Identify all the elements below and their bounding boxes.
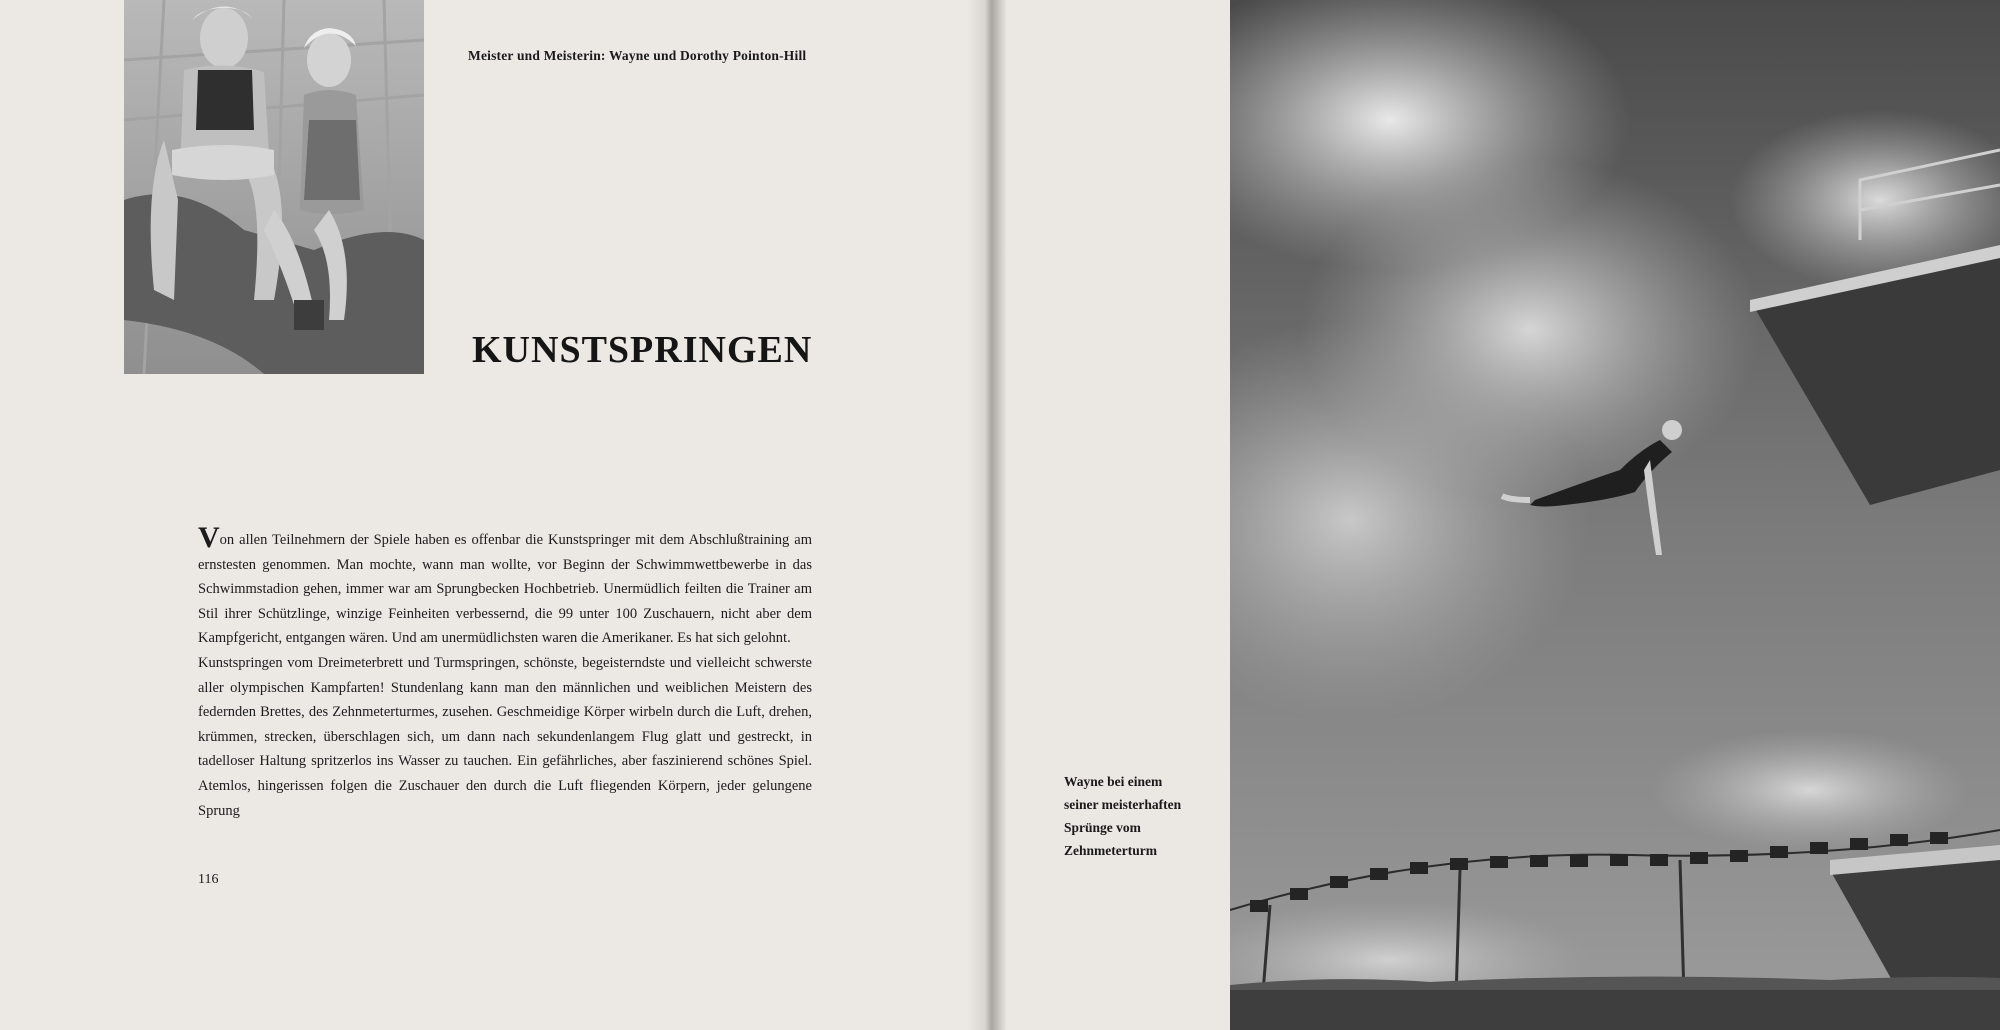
page-title: KUNSTSPRINGEN <box>472 329 813 371</box>
caption-line: Sprünge vom <box>1064 820 1141 835</box>
diver-photo <box>1230 0 2000 1030</box>
paragraph-2: Kunstspringen vom Dreimeterbrett und Turmspringen, schönste, begeisterndste und vielleicht schwerste aller olympischen Kampfarten! Stundenlang kann man den männlichen und weiblichen Meistern des federnden Brettes, des Zehnmeterturmes, zusehen. Geschmeidige Körper wirbeln durch die Luft, drehen, krümmen, strecken, überschlagen sich, um dann nach sekundenlangem Flug glatt und gestreckt, in tadelloser Haltung spritzerlos ins Wasser zu tauchen. Ein gefährliches, aber faszinierend schönes Spiel. Atemlos, hingerissen folgen die Zuschauer den durch die Luft fliegenden Körpern, jeder gelungene Sprung <box>198 654 812 819</box>
couple-photo <box>124 0 424 374</box>
photo-caption: Meister und Meisterin: Wayne und Dorothy Pointon-Hill <box>468 48 807 63</box>
page-number: 116 <box>198 872 219 887</box>
drop-cap: V <box>198 521 220 554</box>
left-page <box>0 0 990 1030</box>
dive-photo-caption <box>1064 770 1224 862</box>
book-gutter <box>968 0 1006 1030</box>
caption-line: Zehnmeterturm <box>1064 843 1157 858</box>
caption-line: seiner meisterhaften <box>1064 797 1182 812</box>
paragraph-1-text: on allen Teilnehmern der Spiele haben es offenbar die Kunstspringer mit dem Abschlußtraining am ernstesten genommen. Man mochte, wann man wollte, vor Beginn der Schwimmwettbewerbe in das Schwimmstadion gehen, immer war am Sprungbecken Hochbetrieb. Unermüdlich feilten die Trainer am Stil ihrer Schützlinge, winzige Feinheiten verbessernd, die 99 unter 100 Zuschauern, nicht aber dem Kampfgericht, entgangen wären. Und am unermüdlichsten waren die Amerikaner. Es hat sich gelohnt. <box>198 532 812 647</box>
article-body <box>198 521 812 823</box>
paragraph-1 <box>198 521 812 651</box>
caption-line: Wayne bei einem <box>1064 774 1163 789</box>
